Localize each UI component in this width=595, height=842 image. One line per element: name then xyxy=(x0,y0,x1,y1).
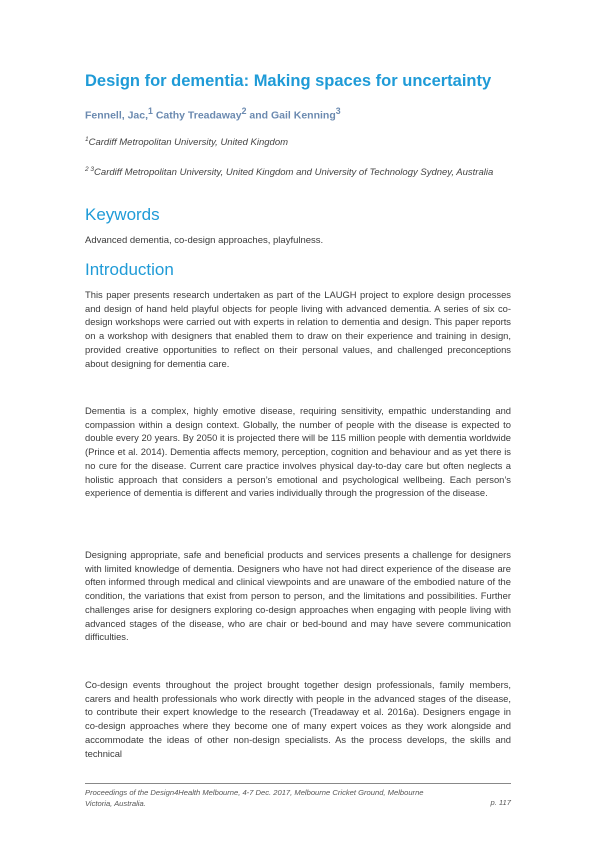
keywords-text: Advanced dementia, co-design approaches, playfulness. xyxy=(85,235,324,246)
introduction-heading: Introduction xyxy=(85,260,174,279)
author-superscript: 1 xyxy=(148,106,153,116)
affiliation-2 xyxy=(85,163,515,180)
affiliation-text: Cardiff Metropolitan University, United Kingdom and University of Technology Sydney, Australia xyxy=(94,167,494,179)
author-name: Fennell, Jac, xyxy=(85,109,149,122)
affiliation-1 xyxy=(85,133,515,150)
paragraph: Designing appropriate, safe and beneficial products and services presents a challenge for designers with limited knowledge of dementia. Designers who have not had direct experience of the disease are often informed through medical and clinical viewpoints and are unaware of the embodied nature of the condition, the variations that exist from person to person, and the limitations and possibilities. Further challenges arise for designers exploring co-design approaches when engaging with people living with advanced stages of the disease, who are chair or bed-bound and may have severe communication difficulties. xyxy=(85,549,511,643)
footer-divider xyxy=(85,783,511,784)
page-number: p. 117 xyxy=(490,798,511,807)
keywords-heading: Keywords xyxy=(85,205,160,224)
paragraph: Co-design events throughout the project brought together design professionals, family members, carers and health professionals who work directly with people in the advanced stages of the disease, to contribute their expert knowledge to the research (Treadaway et al. 2016a). Designers engage in co-design approaches where they become one of many expert voices as they work alongside and accommodate the ideas of other non-design specialists. As the process develops, the skills and technical xyxy=(85,679,511,759)
paper-title: Design for dementia: Making spaces for uncertainty xyxy=(85,72,492,90)
affiliation-text: Cardiff Metropolitan University, United Kingdom xyxy=(88,137,289,149)
author-name: and Gail Kenning xyxy=(246,109,336,122)
paragraph: Dementia is a complex, highly emotive disease, requiring sensitivity, empathic understanding and compassion within a design context. Globally, the number of people with the disease is expected to double every 20 years. By 2050 it is projected there will be 115 million people with dementia worldwide (Prince et al. 2014). Dementia affects memory, perception, cognition and behaviour and as yet there is no cure for the disease. Current care practice involves physical day-to-day care but often neglects a holistic approach that considers a person’s emotional and psychological wellbeing. Each person’s experience of dementia is different and varies individually through the progression of the disease. xyxy=(85,405,511,499)
footer-citation: Proceedings of the Design4Health Melbourne, 4-7 Dec. 2017, Melbourne Cricket Ground, Melbourne Victoria, Australia. xyxy=(85,788,424,808)
paragraph: This paper presents research undertaken as part of the LAUGH project to explore design processes and design of hand held playful objects for people living with advanced dementia. A series of six co-design workshops were carried out with experts in relation to dementia and design. This paper reports on a workshop with designers that enabled them to draw on their experience and training in design, provided creative opportunities to reflect on their personal values, and challenged preconceptions about designing for dementia care. xyxy=(85,289,511,369)
author-name: Cathy Treadaway xyxy=(152,109,242,122)
affiliation-superscript: 1 xyxy=(85,136,89,143)
affiliation-superscript: 2 3 xyxy=(85,166,95,173)
author-superscript: 3 xyxy=(335,106,341,116)
author-list xyxy=(85,106,525,122)
author-superscript: 2 xyxy=(241,106,247,116)
